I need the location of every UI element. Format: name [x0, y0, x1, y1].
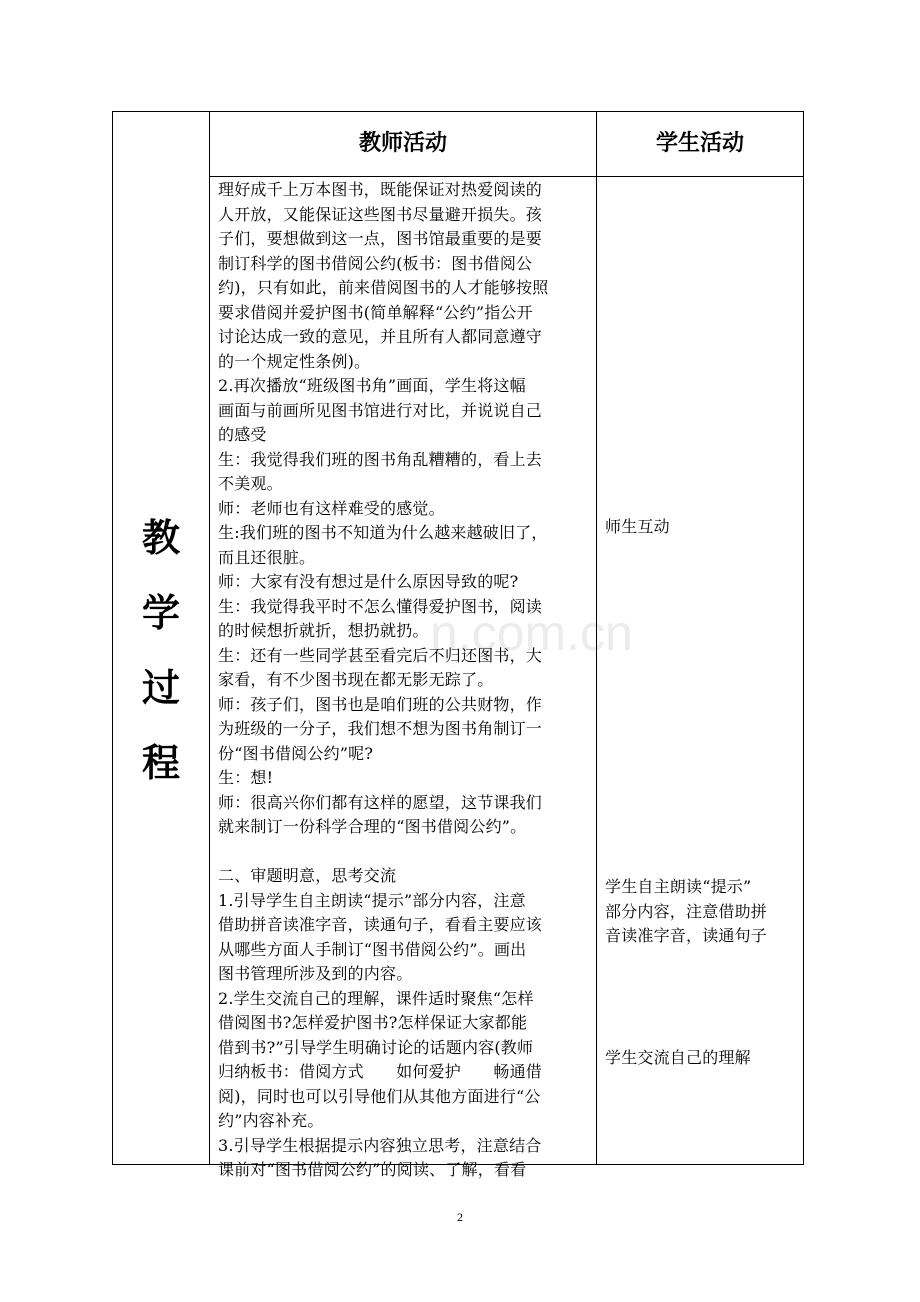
page-number: 2 [457, 1210, 463, 1224]
teacher-text-line: 借阅图书?怎样爱护图书?怎样保证大家都能 [218, 1013, 528, 1032]
student-note: 师生互动 [605, 517, 670, 536]
watermark: n.com.cn [430, 605, 633, 661]
student-note: 音读准字音，读通句子 [605, 926, 768, 945]
teacher-text-line: 不美观。 [218, 474, 283, 493]
teacher-text-line: 课前对“图书借阅公约”的阅读、了解，看看 [218, 1160, 527, 1179]
teacher-text-line: 为班级的一分子，我们想不想为图书角制订一 [218, 719, 543, 738]
section-label-char: 学 [141, 591, 180, 635]
teacher-text-line: 1.引导学生自主朗读“提示”部分内容，注意 [218, 890, 526, 910]
teacher-text-line: 图书管理所涉及到的内容。 [218, 964, 413, 983]
teacher-text-line: 制订科学的图书借阅公约(板书：图书借阅公 [218, 253, 533, 273]
column-divider-right [596, 112, 597, 1164]
teacher-text-line: 的时候想折就折，想扔就扔。 [218, 621, 429, 640]
teacher-text-line: 生：我觉得我平时不怎么懂得爱护图书，阅读 [218, 596, 543, 616]
teacher-text-line: 子们，要想做到这一点，图书馆最重要的是要 [218, 229, 543, 248]
teacher-text-line: 借助拼音读准字音，读通句子，看看主要应该 [218, 915, 543, 934]
teacher-text-line: 人开放，又能保证这些图书尽量避开损失。孩 [218, 204, 543, 224]
teacher-activity-header: 教师活动 [358, 131, 447, 156]
student-note: 学生交流自己的理解 [605, 1048, 751, 1067]
teacher-activity-content [218, 178, 594, 1183]
teacher-text-line [218, 840, 594, 865]
teacher-text-line: 师：孩子们，图书也是咱们班的公共财物，作 [218, 694, 543, 714]
teacher-text-line: 生:我们班的图书不知道为什么越来越破旧了， [218, 523, 548, 542]
teacher-text-line: 份“图书借阅公约”呢? [218, 743, 374, 763]
teacher-text-line: 讨论达成一致的意见，并且所有人都同意遵守 [218, 327, 543, 346]
teacher-text-line: 的一个规定性条例)。 [218, 351, 371, 371]
teacher-text-line: 约”内容补充。 [218, 1111, 324, 1130]
student-note: 部分内容，注意借助拼 [605, 902, 768, 921]
teacher-text-line: 生：还有一些同学甚至看完后不归还图书，大 [218, 645, 543, 665]
teacher-text-line: 生：我觉得我们班的图书角乱糟糟的，看上去 [218, 449, 543, 469]
teacher-text-line: 二、审题明意，思考交流 [218, 866, 397, 885]
teacher-text-line: 家看，有不少图书现在都无影无踪了。 [218, 670, 494, 689]
teacher-text-line: 要求借阅并爱护图书(简单解释“公约”指公开 [218, 302, 533, 322]
student-note: 学生自主朗读“提示” [605, 877, 752, 896]
lesson-table [112, 111, 804, 1179]
teacher-text-line: 师：老师也有这样难受的感觉。 [218, 498, 445, 518]
teacher-text-line: 就来制订一份科学合理的“图书借阅公约”。 [218, 817, 527, 836]
teacher-text-line: 2.学生交流自己的理解，课件适时聚焦“怎样 [218, 988, 534, 1008]
section-label-char: 教 [141, 516, 180, 560]
student-activity-header: 学生活动 [655, 131, 744, 156]
section-label-char: 程 [141, 741, 180, 785]
teacher-text-line: 师：大家有没有想过是什么原因导致的呢? [218, 572, 519, 591]
teacher-text-line: 而且还很脏。 [218, 547, 316, 567]
teacher-text-line: 2.再次播放“班级图书角”画面，学生将这幅 [218, 376, 526, 395]
teacher-text-line: 归纳板书：借阅方式 如何爱护 畅通借 [218, 1062, 543, 1081]
teacher-text-line: 约)，只有如此，前来借阅图书的人才能够按照 [218, 278, 549, 297]
teacher-text-line: 3.引导学生根据提示内容独立思考，注意结合 [218, 1135, 542, 1155]
teacher-text-line: 师：很高兴你们都有这样的愿望，这节课我们 [218, 792, 543, 812]
teacher-text-line: 理好成千上万本图书，既能保证对热爱阅读的 [218, 180, 543, 199]
teacher-text-line: 的感受 [218, 425, 267, 444]
header-divider [209, 176, 803, 177]
teacher-text-line: 画面与前画所见图书馆进行对比，并说说自己 [218, 400, 543, 420]
teacher-text-line: 从哪些方面人手制订“图书借阅公约”。画出 [218, 939, 527, 959]
teacher-text-line: 借到书?”引导学生明确讨论的话题内容(教师 [218, 1037, 534, 1057]
teacher-text-line: 阅)，同时也可以引导他们从其他方面进行“公 [218, 1086, 541, 1106]
section-label-char: 过 [141, 666, 180, 710]
teacher-text-line: 生：想! [218, 768, 274, 787]
column-divider-left [209, 112, 210, 1164]
